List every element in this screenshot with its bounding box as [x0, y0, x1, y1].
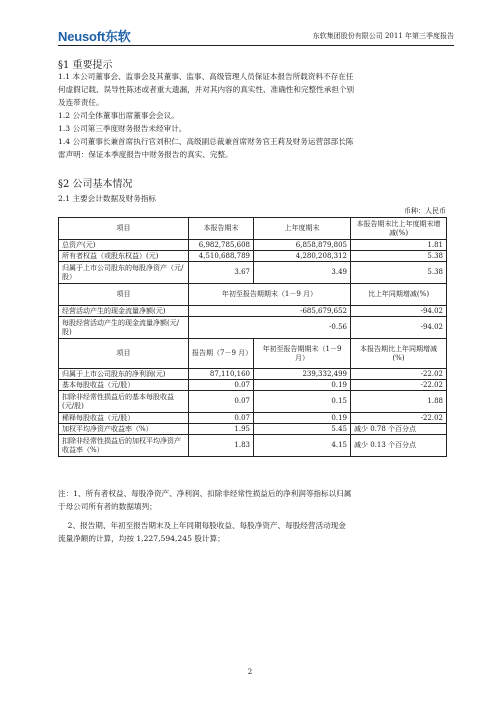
value-cell: 0.19	[254, 413, 351, 424]
currency-label: 币种：人民币	[404, 207, 446, 215]
notice-line: 1.2 公司全体董事出席董事会会议。	[58, 111, 179, 120]
table-row	[59, 424, 447, 435]
value-cell: 0.07	[189, 413, 254, 424]
row-label: 扣除非经常性损益后的基本每股收益(元/股)	[59, 391, 189, 413]
note-line: 流量净额的计算，均按 1,227,594,245 股计算；	[58, 534, 225, 543]
row-label: 加权平均净资产收益率（%）	[59, 424, 189, 435]
value-cell: 3.49	[254, 262, 351, 284]
table-header-row	[59, 339, 447, 369]
section1-title: §1 重要提示	[58, 60, 113, 71]
header-cell: 本报告期末	[189, 218, 254, 240]
value-cell: -22.02	[351, 413, 447, 424]
value-cell: 3.67	[189, 262, 254, 284]
value-cell: 239,332,499	[254, 369, 351, 380]
page-header	[58, 25, 454, 46]
header-cell: 项目	[59, 218, 189, 240]
value-cell: 1.83	[189, 435, 254, 457]
note-line: 2、报告期、年初至报告期末及上年同期每股收益、每股净资产、每股经营活动现金	[58, 521, 346, 530]
value-cell: 5.45	[254, 424, 351, 435]
value-cell: 0.07	[189, 391, 254, 413]
row-label: 归属于上市公司股东的净利润(元)	[59, 369, 189, 380]
header-cell: 项目	[59, 339, 189, 369]
value-cell: -94.02	[351, 306, 447, 317]
notice-line: 及连带责任。	[58, 98, 104, 107]
table-row	[59, 391, 447, 413]
value-cell: 减少 0.13 个百分点	[351, 435, 447, 457]
value-cell: 6,858,879,805	[254, 240, 351, 251]
row-label: 基本每股收益（元/股）	[59, 380, 189, 391]
notice-line: 何虚假记载、误导性陈述或者重大遗漏，并对其内容的真实性、准确性和完整性承担个别	[58, 85, 355, 94]
value-cell: -685,679,652	[189, 306, 351, 317]
header-cell: 本报告期比上年同期增减(%)	[351, 339, 447, 369]
row-label: 每股经营活动产生的现金流量净额(元/股)	[59, 317, 189, 339]
table-row	[59, 240, 447, 251]
header-cell: 报告期（7－9 月）	[189, 339, 254, 369]
value-cell: 0.07	[189, 380, 254, 391]
financial-indicators-table	[58, 217, 447, 457]
notice-line: 1.3 公司第三季度财务报告未经审计。	[58, 124, 187, 133]
notice-line: 1.1 本公司董事会、监事会及其董事、监事、高级管理人员保证本报告所载资料不存在任	[58, 72, 354, 81]
table-row	[59, 262, 447, 284]
value-cell: 0.19	[254, 380, 351, 391]
page-number: 2	[247, 668, 253, 676]
value-cell: -22.02	[351, 380, 447, 391]
section2-subtitle: 2.1 主要会计数据及财务指标	[58, 194, 157, 203]
header-cell: 年初至报告期期末（1－9 月）	[254, 339, 351, 369]
table-row	[59, 435, 447, 457]
value-cell: -22.02	[351, 369, 447, 380]
value-cell: 4,280,208,312	[254, 251, 351, 262]
notice-line: 1.4 公司董事长兼首席执行官刘积仁、高级副总裁兼首席财务官王莉及财务运营部部长陈	[58, 137, 354, 146]
value-cell: 1.88	[351, 391, 447, 413]
value-cell: 4,510,688,789	[189, 251, 254, 262]
notice-line: 雷声明：保证本季度报告中财务报告的真实、完整。	[58, 150, 233, 159]
value-cell: -94.02	[351, 317, 447, 339]
value-cell: 1.95	[189, 424, 254, 435]
row-label: 归属于上市公司股东的每股净资产（元/股）	[59, 262, 189, 284]
value-cell: 5.38	[351, 262, 447, 284]
value-cell: 5.38	[351, 251, 447, 262]
table-row	[59, 251, 447, 262]
header-cell: 项目	[59, 284, 189, 306]
table-row	[59, 306, 447, 317]
header-cell: 年初至报告期期末（1－9 月）	[189, 284, 351, 306]
table-row	[59, 380, 447, 391]
table-row	[59, 317, 447, 339]
row-label: 总资产(元)	[59, 240, 189, 251]
row-label: 经营活动产生的现金流量净额(元)	[59, 306, 189, 317]
value-cell: 6,982,785,608	[189, 240, 254, 251]
value-cell: 0.15	[254, 391, 351, 413]
row-label: 扣除非经常性损益后的加权平均净资产收益率（%）	[59, 435, 189, 457]
table-row	[59, 369, 447, 380]
header-report-title: 东软集团股份有限公司 2011 年第三季度报告	[312, 32, 454, 40]
row-label: 稀释每股收益（元/股）	[59, 413, 189, 424]
table-row	[59, 413, 447, 424]
value-cell: 减少 0.78 个百分点	[351, 424, 447, 435]
value-cell: 4.15	[254, 435, 351, 457]
section2-title: §2 公司基本情况	[58, 179, 133, 190]
note-line: 于母公司所有者的数据填列；	[58, 502, 157, 511]
value-cell: 1.81	[351, 240, 447, 251]
table-header-row	[59, 284, 447, 306]
table-header-row	[59, 218, 447, 240]
row-label: 所有者权益（或股东权益）(元)	[59, 251, 189, 262]
header-cell: 上年度期末	[254, 218, 351, 240]
value-cell: 87,110,160	[189, 369, 254, 380]
note-line: 注：1、所有者权益、每股净资产、净利润、扣除非经常性损益后的净利润等指标以归属	[58, 489, 352, 498]
header-cell: 比上年同期增减(%)	[351, 284, 447, 306]
value-cell: -0.56	[189, 317, 351, 339]
header-cell: 本报告期末比上年度期末增减(%)	[351, 218, 447, 240]
neusoft-logo: Neusoft东软	[58, 29, 131, 44]
